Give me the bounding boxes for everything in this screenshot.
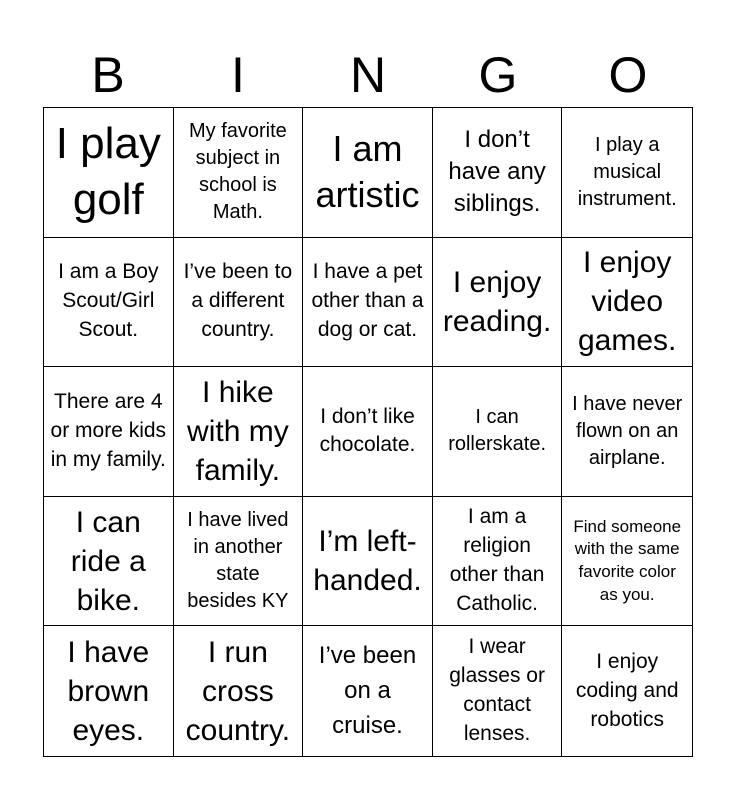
cell-text: I don’t have any siblings. xyxy=(448,125,546,218)
bingo-cell[interactable] xyxy=(433,626,563,756)
cell-text: I enjoy coding and robotics xyxy=(575,649,679,731)
bingo-cell[interactable] xyxy=(174,497,304,627)
cell-text: I wear glasses or contact lenses. xyxy=(449,635,545,746)
cell-text: I am a religion other than Catholic. xyxy=(449,505,545,616)
bingo-cell[interactable] xyxy=(303,238,433,368)
header-letter-n: N xyxy=(349,47,387,103)
cell-text: Find someone with the same favorite color as you. xyxy=(573,516,682,604)
bingo-cell[interactable] xyxy=(44,497,174,627)
header-letter-g: G xyxy=(478,47,518,103)
cell-text: I run cross country. xyxy=(185,635,291,747)
bingo-cell[interactable] xyxy=(44,626,174,756)
cell-text: I enjoy reading. xyxy=(442,265,552,338)
bingo-grid xyxy=(43,107,693,757)
bingo-cell[interactable] xyxy=(433,497,563,627)
cell-text: I have a pet other than a dog or cat. xyxy=(311,260,424,342)
bingo-cell[interactable] xyxy=(174,108,304,238)
cell-text: I have never flown on an airplane. xyxy=(572,392,683,469)
cell-text: I’ve been to a different country. xyxy=(183,260,293,342)
bingo-cell[interactable] xyxy=(433,108,563,238)
header-letter-b: B xyxy=(91,47,125,103)
header-letter-o: O xyxy=(608,47,648,103)
cell-text: I have brown eyes. xyxy=(67,635,150,747)
cell-text: I don’t like chocolate. xyxy=(319,404,416,457)
cell-text: My favorite subject in school is Math. xyxy=(188,120,287,224)
bingo-cell[interactable] xyxy=(44,367,174,497)
cell-text: I can rollerskate. xyxy=(448,406,546,456)
header-letter-i: I xyxy=(231,47,245,103)
bingo-cell[interactable] xyxy=(433,367,563,497)
bingo-cell[interactable] xyxy=(562,367,692,497)
cell-text: I’ve been on a cruise. xyxy=(318,642,417,739)
cell-text: I’m left-handed. xyxy=(313,525,422,598)
cell-text: I am a Boy Scout/Girl Scout. xyxy=(58,260,159,342)
bingo-cell[interactable] xyxy=(303,367,433,497)
cell-text: There are 4 or more kids in my family. xyxy=(50,390,167,471)
cell-text: I play golf xyxy=(55,119,161,225)
bingo-header xyxy=(43,42,693,108)
bingo-cell[interactable] xyxy=(44,108,174,238)
bingo-cell[interactable] xyxy=(562,238,692,368)
cell-text: I hike with my family. xyxy=(187,375,289,487)
bingo-cell[interactable] xyxy=(562,497,692,627)
cell-text: I am artistic xyxy=(315,127,420,216)
cell-text: I enjoy video games. xyxy=(578,246,677,358)
cell-text: I can ride a bike. xyxy=(70,505,146,617)
bingo-cell[interactable] xyxy=(44,238,174,368)
bingo-cell[interactable] xyxy=(303,626,433,756)
bingo-cell[interactable] xyxy=(174,626,304,756)
bingo-cell[interactable] xyxy=(303,108,433,238)
bingo-cell[interactable] xyxy=(174,238,304,368)
bingo-cell[interactable] xyxy=(562,626,692,756)
cell-text: I play a musical instrument. xyxy=(577,133,677,210)
bingo-cell[interactable] xyxy=(174,367,304,497)
bingo-cell[interactable] xyxy=(433,238,563,368)
cell-text: I have lived in another state besides KY xyxy=(187,509,289,613)
bingo-cell[interactable] xyxy=(562,108,692,238)
bingo-cell[interactable] xyxy=(303,497,433,627)
